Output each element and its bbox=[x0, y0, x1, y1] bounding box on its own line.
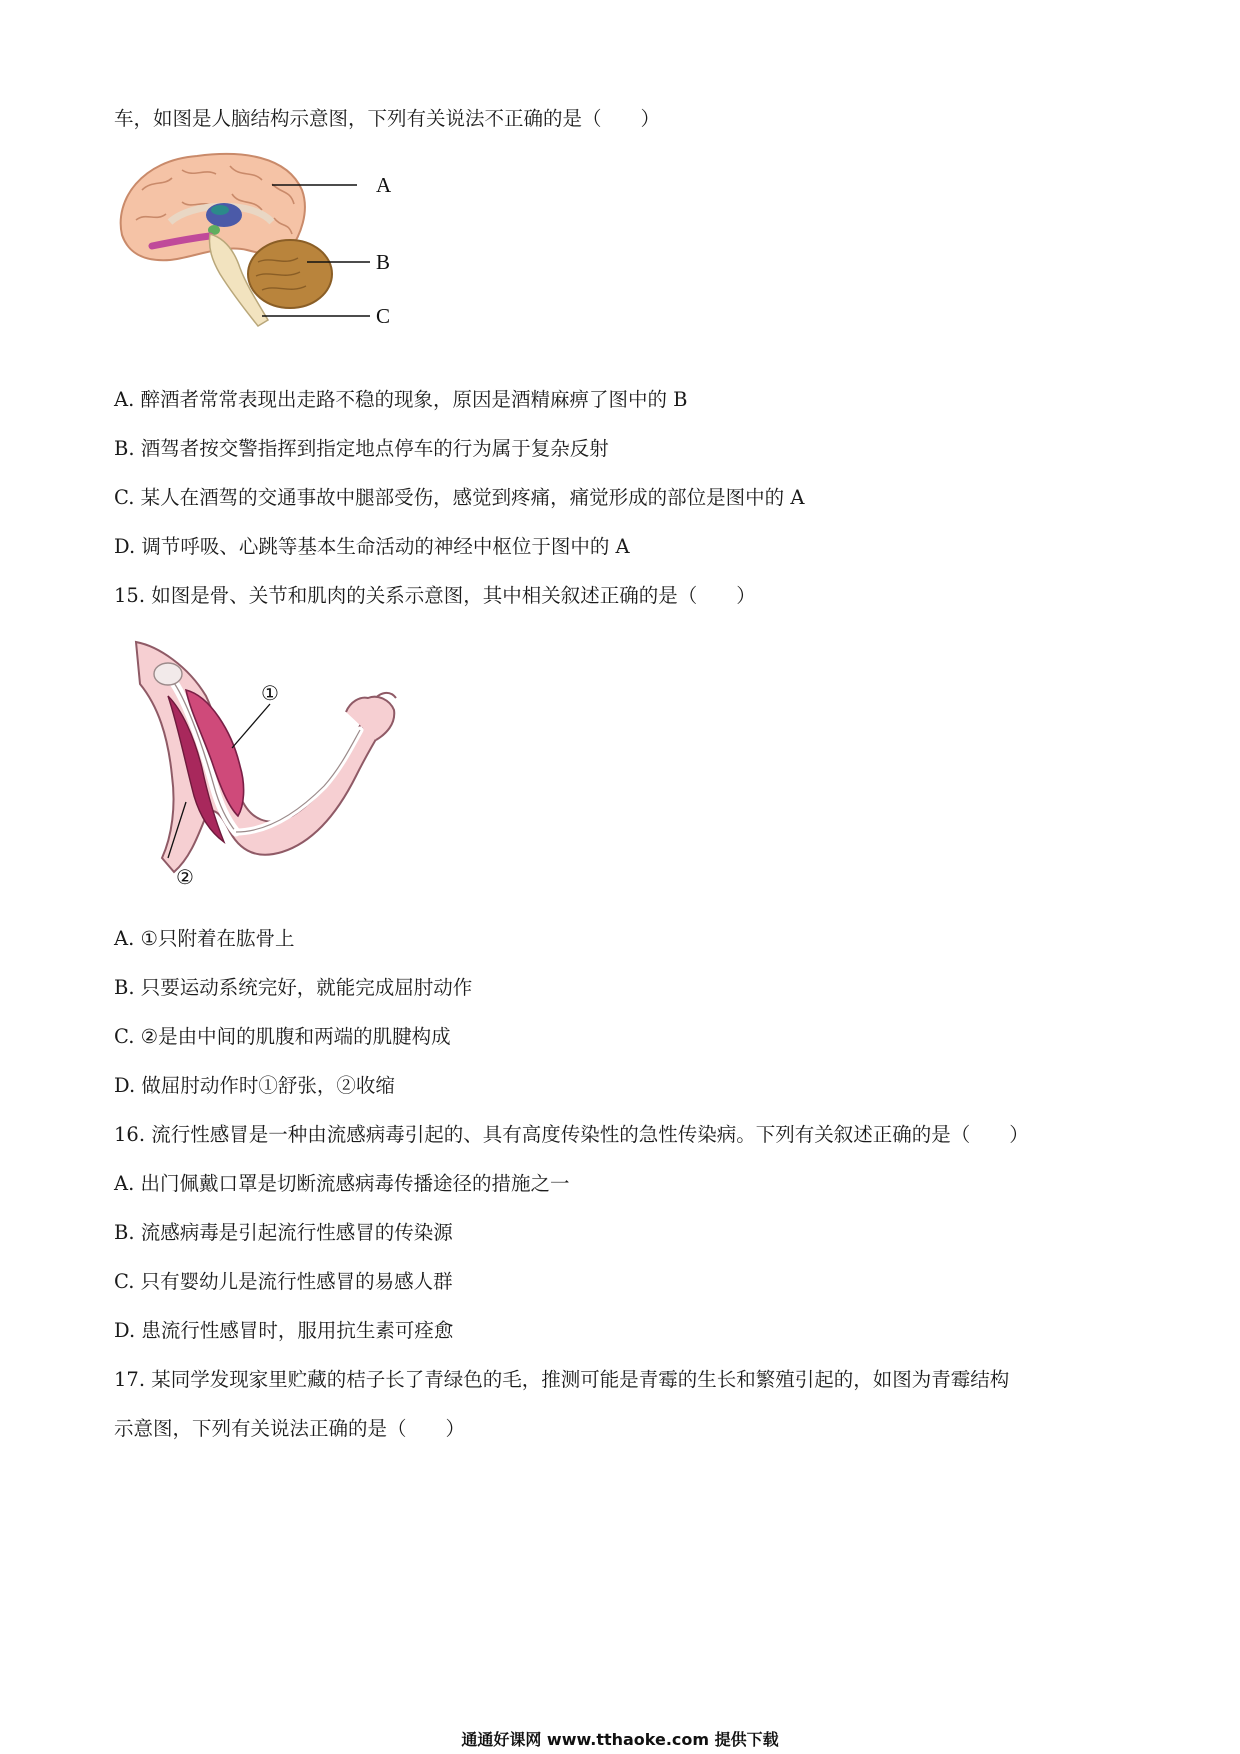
brain-label-b: B bbox=[376, 250, 391, 274]
q17-stem-line1: 17. 某同学发现家里贮藏的桔子长了青绿色的毛，推测可能是青霉的生长和繁殖引起的，如图为青霉结构 bbox=[114, 1368, 1010, 1391]
q16-option-b: B. 流感病毒是引起流行性感冒的传染源 bbox=[114, 1221, 453, 1244]
q16-option-d: D. 患流行性感冒时，服用抗生素可痊愈 bbox=[114, 1319, 454, 1342]
q16-option-c: C. 只有婴幼儿是流行性感冒的易感人群 bbox=[114, 1270, 453, 1293]
q14-stem: 车，如图是人脑结构示意图，下列有关说法不正确的是（ ） bbox=[114, 107, 661, 130]
page-footer: 通通好课网 www.tthaoke.com 提供下载 bbox=[461, 1730, 779, 1749]
q15-option-a: A. ①只附着在肱骨上 bbox=[114, 927, 295, 950]
brain-label-c: C bbox=[376, 304, 391, 328]
q15-option-d: D. 做屈肘动作时①舒张，②收缩 bbox=[114, 1074, 395, 1097]
brain-label-a: A bbox=[376, 173, 392, 197]
q14-option-a: A. 醉酒者常常表现出走路不稳的现象，原因是酒精麻痹了图中的 B bbox=[114, 388, 688, 411]
q15-option-c: C. ②是由中间的肌腹和两端的肌腱构成 bbox=[114, 1025, 451, 1048]
q15-stem: 15. 如图是骨、关节和肌肉的关系示意图，其中相关叙述正确的是（ ） bbox=[114, 584, 756, 607]
q16-option-a: A. 出门佩戴口罩是切断流感病毒传播途径的措施之一 bbox=[114, 1172, 570, 1195]
q16-stem: 16. 流行性感冒是一种由流感病毒引起的、具有高度传染性的急性传染病。下列有关叙述正确的是（ ） bbox=[114, 1123, 1029, 1146]
arm-label-two: ② bbox=[176, 867, 194, 889]
brain-figure bbox=[112, 150, 412, 362]
q17-stem-line2: 示意图，下列有关说法正确的是（ ） bbox=[114, 1417, 466, 1440]
arm-label-one: ① bbox=[261, 683, 279, 705]
q14-option-d: D. 调节呼吸、心跳等基本生命活动的神经中枢位于图中的 A bbox=[114, 535, 630, 558]
q15-option-b: B. 只要运动系统完好，就能完成屈肘动作 bbox=[114, 976, 473, 999]
q14-option-c: C. 某人在酒驾的交通事故中腿部受伤，感觉到疼痛，痛觉形成的部位是图中的 A bbox=[114, 486, 805, 509]
arm-figure bbox=[128, 636, 398, 894]
q14-option-b: B. 酒驾者按交警指挥到指定地点停车的行为属于复杂反射 bbox=[114, 437, 609, 460]
